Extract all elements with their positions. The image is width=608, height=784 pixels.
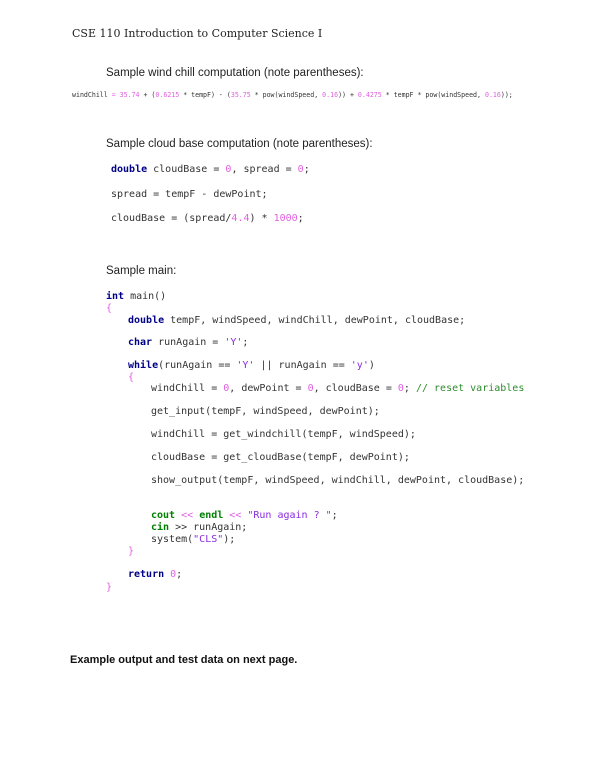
reset-line: windChill = 0, dewPoint = 0, cloudBase = 0; // reset variables xyxy=(151,383,525,394)
windchill-caption: Sample wind chill computation (note parentheses): xyxy=(106,67,364,79)
main-signature: int main() xyxy=(106,291,167,302)
get-input-line: get_input(tempF, windSpeed, dewPoint); xyxy=(151,406,380,417)
get-cloudbase-line: cloudBase = get_cloudBase(tempF, dewPoint); xyxy=(151,452,410,463)
main-caption: Sample main: xyxy=(106,265,177,277)
cin-line: cin >> runAgain; xyxy=(151,522,248,533)
main-char-line: char runAgain = 'Y'; xyxy=(128,337,249,348)
cout-line: cout << endl << "Run again ? "; xyxy=(151,510,338,521)
show-output-line: show_output(tempF, windSpeed, windChill, dewPoint, cloudBase); xyxy=(151,475,525,486)
cloudbase-caption: Sample cloud base computation (note parentheses): xyxy=(106,138,373,150)
document-header: CSE 110 Introduction to Computer Science I xyxy=(72,27,323,40)
cloudbase-code-line-3: cloudBase = (spread/4.4) * 1000; xyxy=(111,213,304,224)
footer-note: Example output and test data on next page. xyxy=(70,654,298,666)
main-while-line: while(runAgain == 'Y' || runAgain == 'y') xyxy=(128,360,375,371)
main-open-brace: { xyxy=(106,303,113,314)
get-windchill-line: windChill = get_windchill(tempF, windSpeed); xyxy=(151,429,416,440)
main-close-brace: } xyxy=(106,582,113,593)
cloudbase-code-line-1: double cloudBase = 0, spread = 0; xyxy=(111,164,310,175)
system-line: system("CLS"); xyxy=(151,534,236,545)
main-decl-line: double tempF, windSpeed, windChill, dewPoint, cloudBase; xyxy=(128,315,466,326)
return-line: return 0; xyxy=(128,569,183,580)
while-open-brace: { xyxy=(128,372,135,383)
while-close-brace: } xyxy=(128,546,135,557)
cloudbase-code-line-2: spread = tempF - dewPoint; xyxy=(111,189,268,200)
windchill-code-line: windChill = 35.74 + (0.6215 * tempF) - (35.75 * pow(windSpeed, 0.16)) + 0.4275 * tempF * pow(windSpeed, 0.16)); xyxy=(72,91,513,99)
